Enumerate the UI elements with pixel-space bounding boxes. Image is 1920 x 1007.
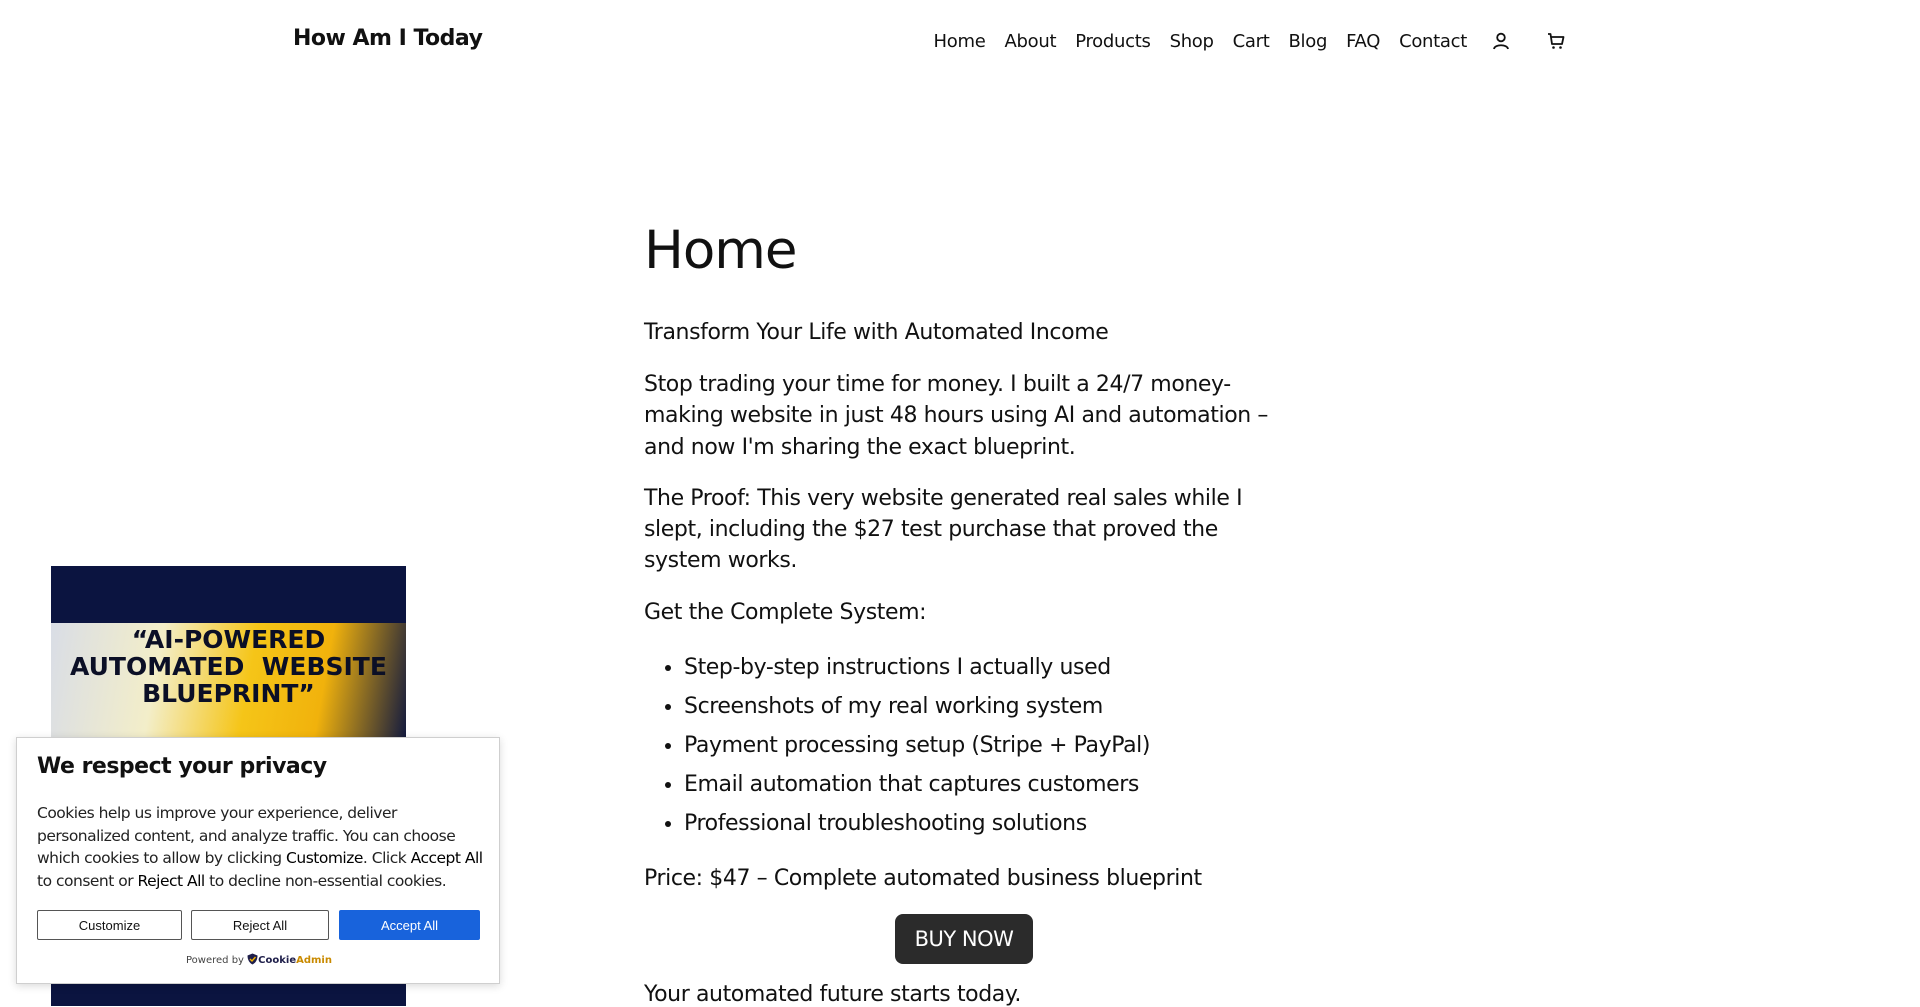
cookieadmin-shield-icon	[247, 953, 258, 965]
nav-about[interactable]: About	[1004, 30, 1057, 52]
customize-button[interactable]: Customize	[37, 910, 182, 940]
page-title: Home	[644, 220, 797, 281]
nav-shop[interactable]: Shop	[1169, 30, 1214, 52]
nav-blog[interactable]: Blog	[1288, 30, 1328, 52]
list-item: • Professional troubleshooting solutions	[684, 804, 1284, 843]
cookie-description	[37, 802, 487, 892]
proof-paragraph: The Proof: This very website generated real sales while I slept, including the $27 test purchase that proved the system works.	[644, 485, 1243, 574]
nav-home[interactable]: Home	[933, 30, 986, 52]
system-subheading: Get the Complete System:	[644, 599, 927, 625]
list-item: • Payment processing setup (Stripe + PayPal)	[684, 726, 1284, 765]
site-header	[0, 0, 1920, 86]
cookie-text-part: to decline non-essential cookies.	[204, 871, 447, 890]
nav-contact[interactable]: Contact	[1399, 30, 1467, 52]
nav-cart[interactable]: Cart	[1232, 30, 1270, 52]
accept-all-button[interactable]: Accept All	[339, 910, 480, 940]
product-title-line: “AI-POWERED	[131, 625, 326, 654]
main-content	[644, 222, 1284, 1007]
nav-faq[interactable]: FAQ	[1346, 30, 1381, 52]
brand-part: Admin	[296, 955, 332, 966]
buy-wrapper	[644, 914, 1284, 964]
lead-paragraph: Transform Your Life with Automated Income	[644, 320, 1109, 346]
intro-paragraph: Stop trading your time for money. I built a 24/7 money-making website in just 48 hours using AI and automation – and now I'm sharing the exact blueprint.	[644, 372, 1268, 460]
cookie-text-part: to consent or	[37, 871, 138, 890]
cookie-text-customize: Customize	[286, 849, 363, 867]
powered-by-label: Powered by	[186, 955, 244, 966]
cookieadmin-logo[interactable]	[258, 955, 332, 966]
cookie-text-accept: Accept All	[410, 849, 483, 867]
product-cover-title	[51, 626, 406, 707]
reject-all-button[interactable]: Reject All	[191, 910, 329, 940]
main-nav	[934, 30, 1567, 52]
buy-now-button[interactable]: BUY NOW	[895, 914, 1034, 964]
product-title-line: BLUEPRINT”	[142, 679, 315, 708]
price-text: Price: $47 – Complete automated business blueprint	[644, 865, 1202, 891]
product-title-line: AUTOMATED WEBSITE	[70, 652, 387, 681]
cookie-text-part: Cookies help us improve your experience, deliver personalized content, and analyze traffic. You can choose which cookies to allow by clicking	[37, 804, 456, 867]
list-item: • Email automation that captures customers	[684, 765, 1284, 804]
site-title[interactable]: How Am I Today	[293, 26, 483, 51]
cart-icon[interactable]	[1545, 30, 1567, 52]
cookie-title: We respect your privacy	[37, 754, 327, 779]
nav-products[interactable]: Products	[1075, 30, 1151, 52]
cookie-text-part: . Click	[362, 849, 411, 867]
powered-by	[17, 953, 501, 966]
cookie-consent-banner	[16, 737, 500, 984]
closing-text: Your automated future starts today.	[644, 981, 1021, 1007]
list-item: • Screenshots of my real working system	[684, 687, 1284, 726]
list-item: • Step-by-step instructions I actually used	[684, 648, 1284, 687]
cookie-text-reject: Reject All	[137, 871, 205, 890]
account-icon[interactable]	[1490, 30, 1512, 52]
brand-part: Cookie	[258, 955, 297, 966]
feature-list	[644, 648, 1284, 843]
